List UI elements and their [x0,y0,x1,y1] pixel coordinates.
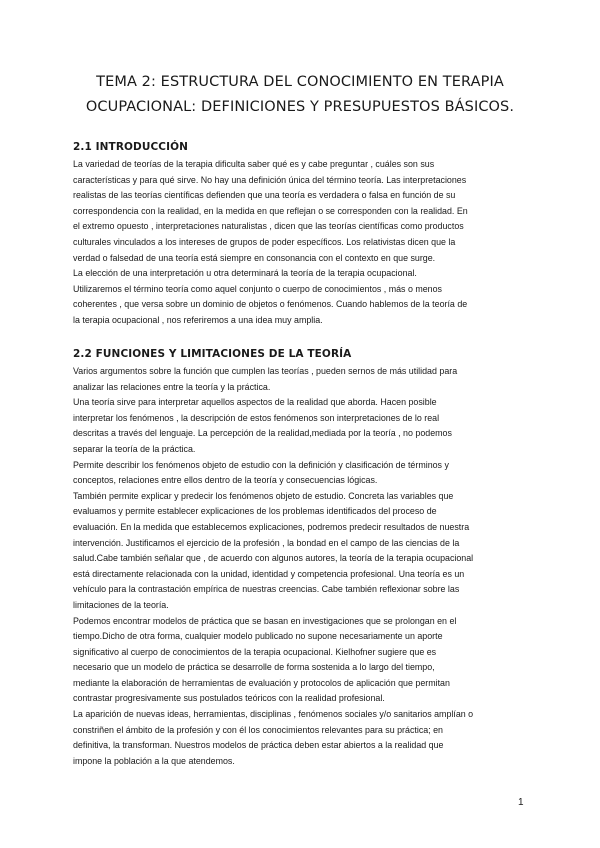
paragraph-line: salud.Cabe también señalar que , de acuerdo con algunos autores, la teoría de la terapia ocupacional [73,553,474,564]
paragraph-line: Permite describir los fenómenos objeto de estudio con la definición y clasificación de términos y [73,459,449,470]
section-body-introduccion [73,157,529,329]
paragraph-line: verdad o falsedad de una teoría está siempre en consonancia con el contexto en que surge. [73,252,436,263]
paragraph-line: realistas de las teorías científicas defienden que una teoría es verdadera o falsa en función de su [73,190,456,201]
paragraph-line: La aparición de nuevas ideas, herramientas, disciplinas , fenómenos sociales y/o sanitarios amplían o [73,709,474,720]
paragraph-line: la terapia ocupacional , nos referiremos a una idea muy amplia. [73,314,323,325]
paragraph-line: Una teoría sirve para interpretar aquellos aspectos de la realidad que aborda. Hacen posible [73,397,437,408]
paragraph-line: limitaciones de la teoría. [73,599,169,610]
paragraph-line: el extremo opuesto , interpretaciones naturalistas , dicen que las teorías científicas como productos [73,221,464,232]
paragraph-line: intervención. Justificamos el ejercicio de la profesión , la bondad en el campo de las ciencias de la [73,537,460,548]
title-line-2: OCUPACIONAL: DEFINICIONES Y PRESUPUESTOS BÁSICOS. [85,99,515,115]
paragraph-line: La elección de una interpretación u otra determinará la teoría de la terapia ocupacional. [73,268,417,279]
paragraph-line: También permite explicar y predecir los fenómenos objeto de estudio. Concreta las variables que [73,490,454,501]
paragraph-line: Utilizaremos el término teoría como aquel conjunto o cuerpo de conocimientos , más o menos [73,283,442,294]
paragraph-line: definitiva, la transforman. Nuestros modelos de práctica deben estar abiertos a la realidad que [73,740,444,751]
paragraph-line: tiempo.Dicho de otra forma, cualquier modelo publicado no supone necesariamente un aporte [73,631,443,642]
paragraph-line: mediante la elaboración de herramientas de evaluación y protocolos de aplicación que permitan [73,677,450,688]
document-title [60,70,540,120]
paragraph-line: correspondencia con la realidad, en la medida en que reflejan o se corresponden con la realidad. En [73,205,468,216]
paragraph-line: vehículo para la contrastación empírica de nuestras creencias. Cabe también reflexionar sobre las [73,584,460,595]
paragraph-line: necesario que un modelo de práctica se desarrolle de forma sostenida a lo largo del tiempo, [73,662,435,673]
paragraph-line: evaluamos y permite establecer explicaciones de los problemas identificados del proceso de [73,506,437,517]
paragraph-line: La variedad de teorías de la terapia dificulta saber qué es y cabe preguntar , cuáles son sus [73,159,435,169]
paragraph-line: descritas a través del lenguaje. La percepción de la realidad,mediada por la teoría , no podemos [73,428,452,439]
title-line-1: TEMA 2: ESTRUCTURA DEL CONOCIMIENTO EN TERAPIA [96,74,504,90]
paragraph-line: analizar las relaciones entre la teoría y la práctica. [73,381,271,392]
paragraph-line: características y para qué sirve. No hay una definición única del término teoría. Las interpretaciones [73,174,467,185]
paragraph-line: interpretar los fenómenos , la descripción de estos fenómenos son interpretaciones de lo real [73,412,440,423]
paragraph-line: significativo al cuerpo de conocimientos de la terapia ocupacional. Kielhofner sugiere que es [73,646,437,657]
paragraph-line: conceptos, relaciones entre ellos dentro de la teoría y consecuencias lógicas. [73,475,378,486]
paragraph-line: contrastar progresivamente sus postulados teóricos con la realidad profesional. [73,693,385,704]
paragraph-line: coherentes , que versa sobre un dominio de objetos o fenómenos. Cuando hablemos de la teoría de [73,299,468,310]
section-heading-introduccion: 2.1 INTRODUCCIÓN [73,141,188,153]
section-body-funciones [73,364,529,769]
paragraph-line: Podemos encontrar modelos de práctica que se basan en investigaciones que se prolongan en el [73,615,457,626]
paragraph-line: impone la población a la que atendemos. [73,755,235,766]
paragraph-line: separar la teoría de la práctica. [73,443,196,454]
paragraph-line: evaluación. En la medida que establecemos explicaciones, podremos predecir resultados de nuestra [73,521,470,532]
paragraph-line: Varios argumentos sobre la función que cumplen las teorías , pueden sernos de más utilidad para [73,366,458,376]
section-heading-funciones: 2.2 FUNCIONES Y LIMITACIONES DE LA TEORÍA [73,348,352,360]
paragraph-line: está directamente relacionada con la unidad, identidad y competencia profesional. Una teoría es un [73,568,465,579]
paragraph-line: constriñen el ámbito de la profesión y con él los conocimientos relevantes para su práctica; en [73,724,443,735]
page-number: 1 [518,797,524,808]
paragraph-line: culturales vinculados a los intereses de grupos de poder específicos. Los relativistas dicen que la [73,236,456,247]
